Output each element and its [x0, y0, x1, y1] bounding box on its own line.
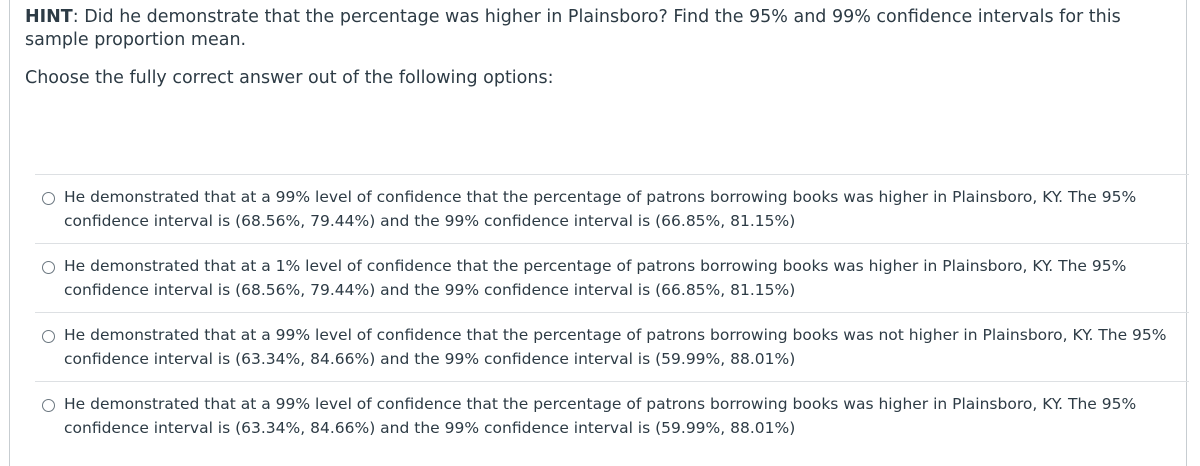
answer-text[interactable]: He demonstrated that at a 99% level of confidence that the percentage of patrons borrowing books was not higher in Plainsboro, KY. The 95% confidence interval is (63.34%, 84.66%) and the 99% confidence interval is (59.99%, 88.01%) [64, 326, 1167, 368]
hint-label: HINT [25, 7, 73, 27]
answer-option-2[interactable] [35, 243, 1189, 312]
hint-text: : Did he demonstrate that the percentage was higher in Plainsboro? Find the 95% and 99% confidence intervals for this sample proportion mean. [25, 7, 1121, 50]
answer-text[interactable]: He demonstrated that at a 99% level of confidence that the percentage of patrons borrowing books was higher in Plainsboro, KY. The 95% confidence interval is (63.34%, 84.66%) and the 99% confidence interval is (59.99%, 88.01%) [64, 395, 1137, 437]
radio-button[interactable] [42, 192, 55, 205]
answer-option-1[interactable] [35, 174, 1189, 243]
answer-list [35, 174, 1189, 450]
question-prompt: Choose the fully correct answer out of the following options: [25, 68, 554, 88]
answer-text[interactable]: He demonstrated that at a 1% level of confidence that the percentage of patrons borrowing books was higher in Plainsboro, KY. The 95% confidence interval is (68.56%, 79.44%) and the 99% confidence interval is (66.85%, 81.15%) [64, 257, 1127, 299]
radio-button[interactable] [42, 261, 55, 274]
answer-option-4[interactable] [35, 381, 1189, 450]
hint-paragraph [25, 6, 1165, 52]
answer-option-3[interactable] [35, 312, 1189, 381]
radio-button[interactable] [42, 399, 55, 412]
question-text [25, 6, 1165, 90]
radio-button[interactable] [42, 330, 55, 343]
answer-text[interactable]: He demonstrated that at a 99% level of confidence that the percentage of patrons borrowing books was higher in Plainsboro, KY. The 95% confidence interval is (68.56%, 79.44%) and the 99% confidence interval is (66.85%, 81.15%) [64, 188, 1137, 230]
